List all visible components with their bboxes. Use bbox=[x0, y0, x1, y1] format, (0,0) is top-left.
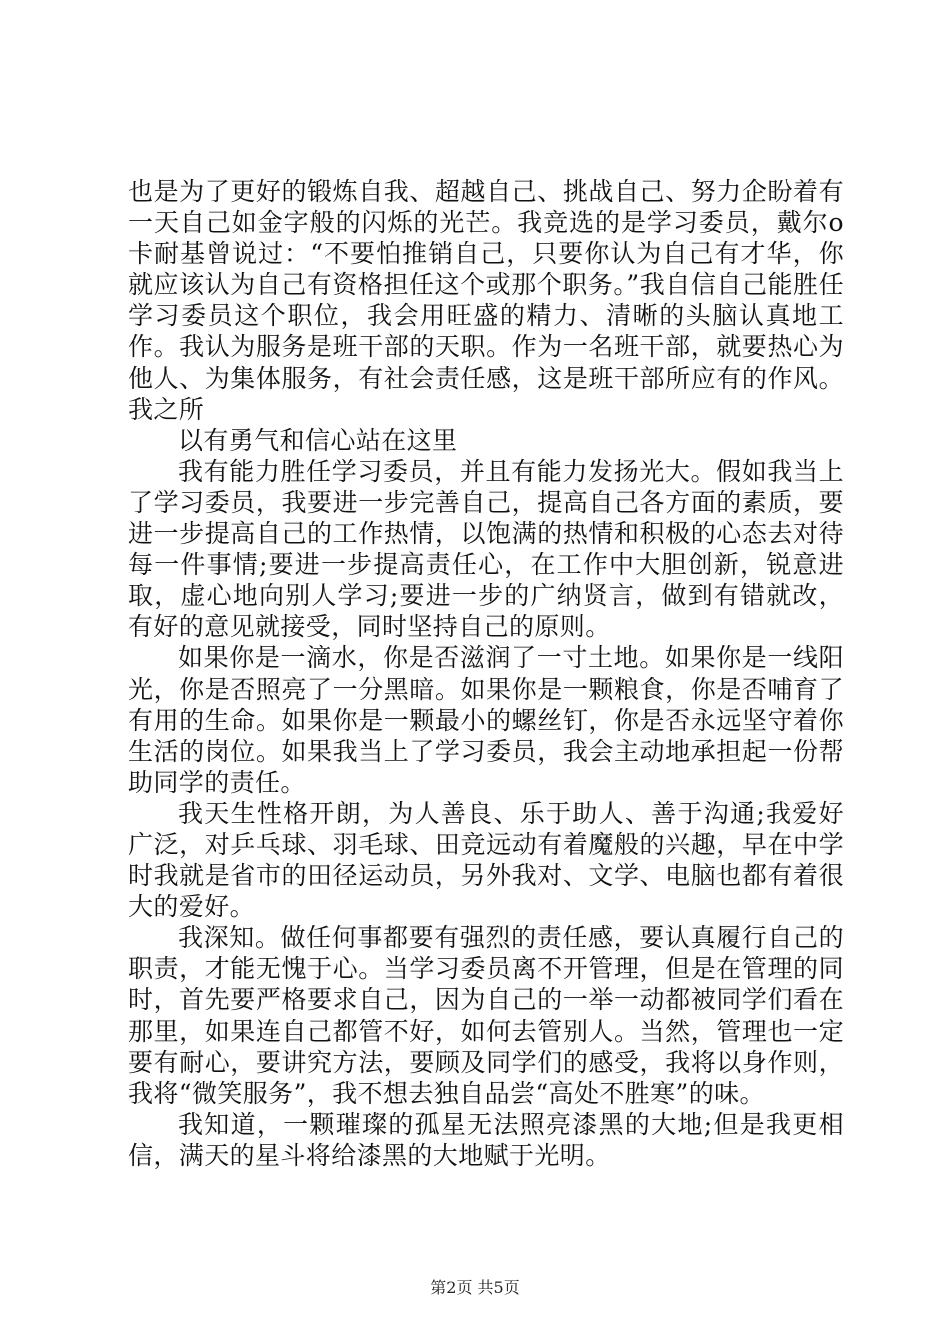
page-footer: 第2页 共5页 bbox=[430, 1278, 520, 1297]
paragraph-5: 我天生性格开朗，为人善良、乐于助人、善于沟通;我爱好广泛，对乒乓球、羽毛球、田竞远动有着魔般的兴趣，早在中学时我就是省市的田径运动员，另外我对、文学、电脑也都有着很大的爱好。 bbox=[128, 798, 844, 922]
paragraph-7: 我知道，一颗璀璨的孤星无法照亮漆黑的大地;但是我更相信，满天的星斗将给漆黑的大地赋于光明。 bbox=[128, 1109, 844, 1170]
paragraph-6: 我深知。做任何事都要有强烈的责任感，要认真履行自己的职责，才能无愧于心。当学习委员离不开管理，但是在管理的同时，首先要严格要求自己，因为自己的一举一动都被同学们看在那里，如果连自己都管不好，如何去管别人。当然，管理也一定要有耐心，要讲究方法，要顾及同学们的感受，我将以身作则，我将“微笑服务”，我不想去独自品尝“高处不胜寒”的味。 bbox=[128, 923, 844, 1108]
paragraph-2: 以有勇气和信心站在这里 bbox=[178, 425, 458, 455]
paragraph-3: 我有能力胜任学习委员，并且有能力发扬光大。假如我当上了学习委员，我要进一步完善自己，提高自己各方面的素质，要进一步提高自己的工作热情，以饱满的热情和积极的心态去对待每一件事情;要进一步提高责任心，在工作中大胆创新，锐意进取，虚心地向别人学习;要进一步的广纳贤言，做到有错就改，有好的意见就接受，同时坚持自己的原则。 bbox=[128, 456, 844, 642]
paragraph-4: 如果你是一滴水，你是否滋润了一寸土地。如果你是一线阳光，你是否照亮了一分黑暗。如果你是一颗粮食，你是否哺育了有用的生命。如果你是一颗最小的螺丝钉，你是否永远坚守着你生活的岗位。如果我当上了学习委员，我会主动地承担起一份帮助同学的责任。 bbox=[128, 643, 844, 797]
paragraph-1: 也是为了更好的锻炼自我、超越自己、挑战自己、努力企盼着有一天自己如金字般的闪烁的光芒。我竞选的是学习委员，戴尔o卡耐基曾说过：“不要怕推销自己，只要你认为自己有才华，你就应该认为自己有资格担任这个或那个职务。”我自信自己能胜任学习委员这个职位，我会用旺盛的精力、清晰的头脑认真地工作。我认为服务是班干部的天职。作为一名班干部，就要热心为他人、为集体服务，有社会责任感，这是班干部所应有的作风。我之所 bbox=[128, 177, 844, 424]
document-body bbox=[128, 176, 844, 1171]
